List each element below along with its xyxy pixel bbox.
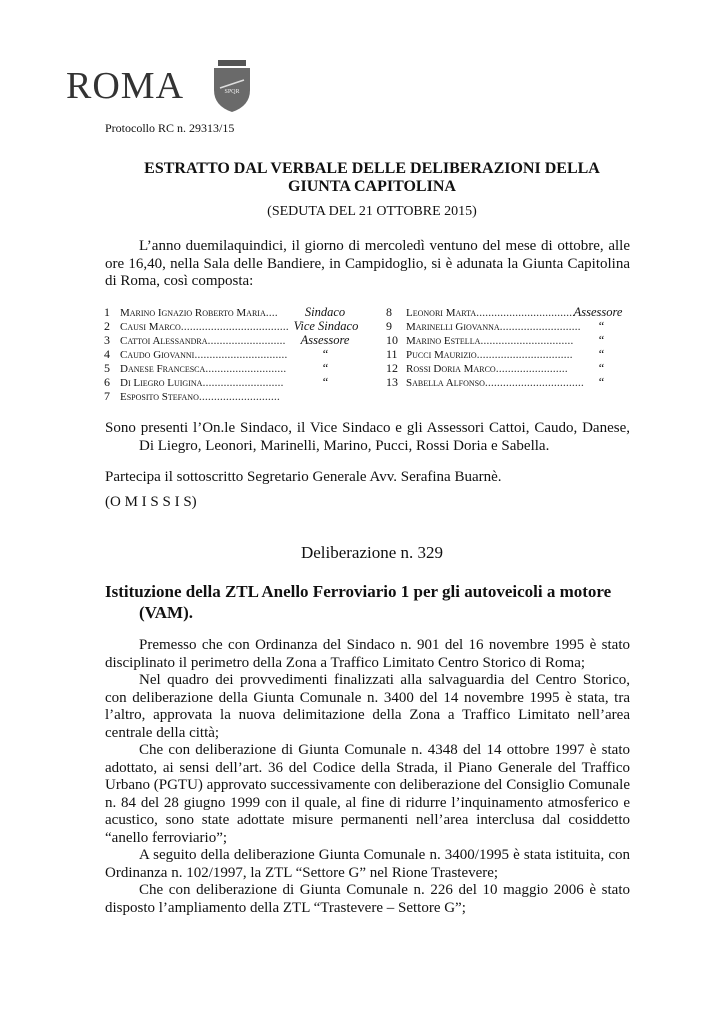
roma-logo-text: ROMA [66,65,185,107]
intro-paragraph: L’anno duemilaquindici, il giorno di mercoledì ventuno del mese di ottobre, alle ore 16,40, nella Sala delle Bandiere, in Campidoglio, si è adunata la Giunta Capitolina di Roma, così composta: [105,238,630,289]
body-paragraph: Che con deliberazione di Giunta Comunale n. 226 del 10 maggio 2006 è stato disposto l’ampliamento della ZTL “Trastevere – Settore G”; [105,882,630,916]
member-row: 9 Marinelli Giovanna........................... “ [386,319,605,333]
body-paragraph: A seguito della deliberazione Giunta Comunale n. 3400/1995 è stata istituita, con Ordinanza n. 102/1997, la ZTL “Settore G” nel Rione Trastevere; [105,847,630,881]
deliberation-title-line2: (VAM). [139,603,193,622]
body-paragraph: Che con deliberazione di Giunta Comunale n. 4348 del 14 ottobre 1997 è stato adottato, ai sensi dell’art. 36 del Codice della Strada, il Piano Generale del Traffico Urbano (PGTU) approvato successivamente con deliberazione del Consiglio Comunale n. 84 del 28 giugno 1999 con il quale, al fine di ridurre l’inquinamento atmosferico e acustico, sono state adottate misure permanenti nell’area interclusa dal cosiddetto “anello ferroviario”; [105,742,630,846]
spqr-crest-icon [210,60,254,112]
member-row: 6 Di Liegro Luigina........................... “ [104,375,329,389]
member-row: 8 Leonori Marta................................. Assessore [386,305,623,319]
member-row: 2 Causi Marco.................................... Vice Sindaco [104,319,359,333]
document-title-line1: ESTRATTO DAL VERBALE DELLE DELIBERAZIONI DELLA [144,160,600,177]
document-title-line2: GIUNTA CAPITOLINA [288,178,456,195]
members-left-column [104,305,364,403]
deliberation-number: Deliberazione n. 329 [300,543,444,562]
member-row: 4 Caudo Giovanni............................... “ [104,347,329,361]
member-row: 3 Cattoi Alessandra.......................... Assessore [104,333,350,347]
omissis-text: (O M I S S I S) [105,494,197,510]
secretary-paragraph: Partecipa il sottoscritto Segretario Generale Avv. Serafina Buarnè. [105,469,502,485]
deliberation-body [105,637,630,917]
presence-text: Sono presenti l’On.le Sindaco, il Vice Sindaco e gli Assessori Cattoi, Caudo, Danese, Di Liegro, Leonori, Marinelli, Marino, Pucci, Rossi Doria e Sabella. [105,420,630,454]
body-paragraph: Nel quadro dei provvedimenti finalizzati alla salvaguardia del Centro Storico, con deliberazione della Giunta Comunale n. 3400 del 14 novembre 1995 è stata, tra l’altro, approvata la nuova delimitazione della Zona a Traffico Limitato nell’area centrale della città; [105,672,630,741]
member-row: 1 Marino Ignazio Roberto Maria.... Sindaco [104,305,346,319]
deliberation-title-line1: Istituzione della ZTL Anello Ferroviario 1 per gli autoveicoli a motore [105,582,612,601]
body-paragraph: Premesso che con Ordinanza del Sindaco n. 901 del 16 novembre 1995 è stato disciplinato il perimetro della Zona a Traffico Limitato Centro Storico di Roma; [105,637,630,671]
member-row: 10 Marino Estella............................... “ [386,333,605,347]
session-date: (SEDUTA DEL 21 OTTOBRE 2015) [267,204,477,219]
protocol-number: Protocollo RC n. 29313/15 [105,121,235,135]
members-right-column [386,305,636,389]
presence-paragraph [105,420,630,455]
deliberation-title [105,581,630,623]
member-row: 11 Pucci Maurizio................................ “ [386,347,605,361]
member-row: 5 Danese Francesca........................... “ [104,361,329,375]
crest-text: SPQR [224,89,240,95]
member-row: 7 Esposito Stefano........................... [104,389,280,403]
member-row: 12 Rossi Doria Marco........................ “ [386,361,605,375]
member-row: 13 Sabella Alfonso................................. “ [386,375,605,389]
